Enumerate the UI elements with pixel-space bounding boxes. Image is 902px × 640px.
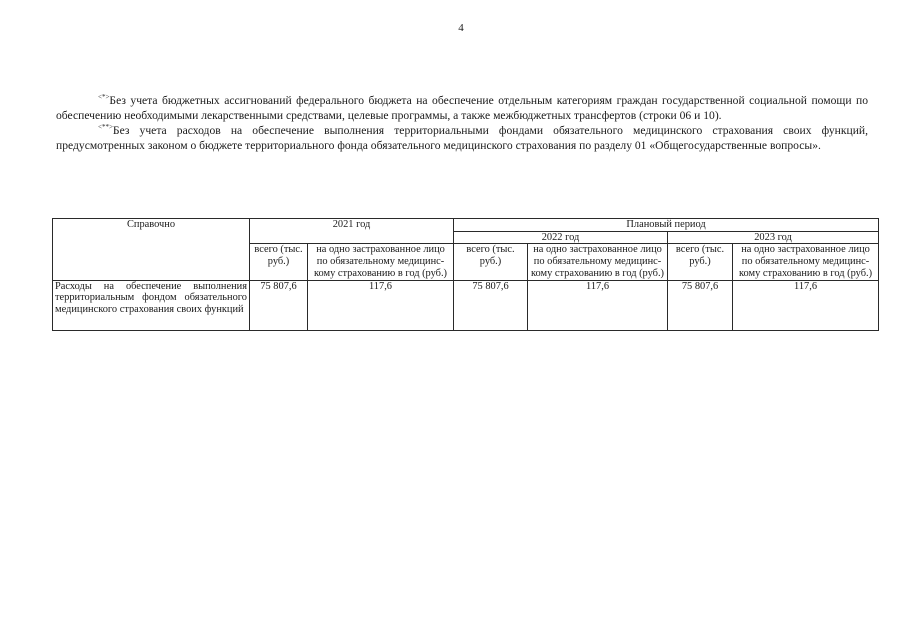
header-per-insured-2023: на одно застрахованное лицо по обязательному медицинс-кому страхованию в год (руб.): [733, 244, 879, 280]
header-planning-period: Плановый период: [454, 219, 879, 232]
header-per-insured-2021: на одно застрахованное лицо по обязательному медицинс-кому страхованию в год (руб.): [308, 244, 454, 280]
row-label: Расходы на обеспечение выполнения территориальным фондом обязательного медицинского страхования своих функций: [53, 280, 250, 330]
header-per-insured-2022: на одно застрахованное лицо по обязательному медицинс-кому страхованию в год (руб.): [528, 244, 668, 280]
reference-table: [52, 218, 879, 331]
footnotes: [56, 93, 868, 153]
cell-total-2023: 75 807,6: [668, 280, 733, 330]
footnote-1: [56, 93, 868, 123]
header-year-2021: 2021 год: [250, 219, 454, 244]
footnote-marker: <*>: [98, 93, 110, 101]
cell-total-2022: 75 807,6: [454, 280, 528, 330]
footnote-marker: <**>: [98, 123, 113, 131]
header-total-2023: всего (тыс. руб.): [668, 244, 733, 280]
footnote-2: [56, 123, 868, 153]
table-row: [53, 280, 879, 330]
footnote-text: Без учета бюджетных ассигнований федерального бюджета на обеспечение отдельным категориям граждан государственной социальной помощи по обеспечению необходимыми лекарственными средствами, целевые программы, а также межбюджетных трансфертов (строки 06 и 10).: [56, 94, 868, 122]
header-year-2023: 2023 год: [668, 231, 879, 244]
page-number: 4: [458, 22, 464, 34]
header-reference: Справочно: [53, 219, 250, 281]
cell-per-insured-2022: 117,6: [528, 280, 668, 330]
header-year-2022: 2022 год: [454, 231, 668, 244]
cell-per-insured-2023: 117,6: [733, 280, 879, 330]
header-total-2022: всего (тыс. руб.): [454, 244, 528, 280]
footnote-text: Без учета расходов на обеспечение выполнения территориальными фондами обязательного медицинского страхования своих функций, предусмотренных законом о бюджете территориального фонда обязательного медицинского страхования по разделу 01 «Общегосударственные вопросы».: [56, 124, 868, 152]
cell-per-insured-2021: 117,6: [308, 280, 454, 330]
cell-total-2021: 75 807,6: [250, 280, 308, 330]
header-total-2021: всего (тыс. руб.): [250, 244, 308, 280]
header-row-1: [53, 219, 879, 232]
